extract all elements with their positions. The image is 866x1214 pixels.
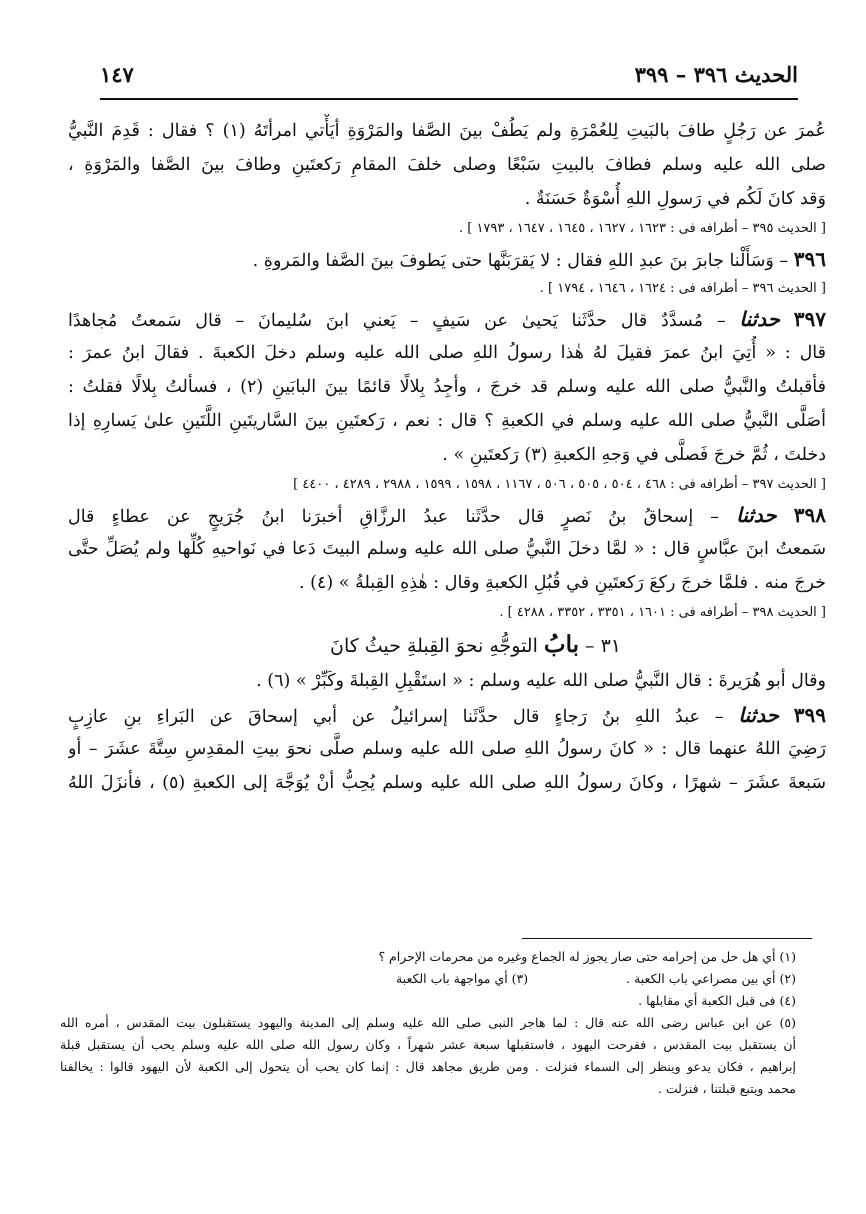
- hadith-397-line-4: أصَلَّى النَّبيُّ صلى الله عليه وسلم في الكعبةِ ؟ قال : نعم ، رَكعتَينِ بينَ السَّاريتَينِ اللَّتَينِ علىٰ يَسارِهِ إذا: [68, 411, 826, 431]
- hadith-397-line-2: قال : « أُتِيَ ابنُ عمرَ فقيلَ لهُ هٰذا رسولُ اللهِ صلى الله عليه وسلم دخلَ الكعبةَ . فقالَ ابنُ عمرَ :: [68, 343, 826, 363]
- chapter-heading: [68, 626, 826, 664]
- page-header: [100, 58, 798, 100]
- hadith-number: ٣٩٩: [793, 703, 826, 727]
- narrator-marker: حدثنا: [736, 503, 777, 527]
- hadith-397-isnad: – مُسدَّدٌ قال حدَّثَنا يَحيىٰ عن سَيفٍ – يَعني ابنَ سُليمانَ – قال سَمعتُ مُجاهدًا: [68, 311, 726, 331]
- hadith-number: ٣٩٨: [793, 503, 826, 527]
- footnote-3: (٣) أي مواجهة باب الكعبة: [395, 971, 529, 986]
- hadith-399-line-1: [68, 698, 826, 732]
- footnote-divider: [522, 938, 812, 939]
- abu-hurayra-report: وقال أبو هُرَيرةَ : قال النَّبيُّ صلى الله عليه وسلم : « استَقْبِلِ القِبلةَ وكَبِّرْ » (٦) .: [256, 671, 826, 691]
- running-title: الحديث ٣٩٦ – ٣٩٩: [634, 62, 798, 87]
- hadith-397-reference: [ الحديث ٣٩٧ – أطرافه فى : ٤٦٨ ، ٥٠٤ ، ٥٠٥ ، ٥٠٦ ، ١١٦٧ ، ١٥٩٨ ، ١٥٩٩ ، ٢٩٨٨ ، ٤٢٨٩ ، ٤٤٠٠ ]: [293, 477, 826, 492]
- chapter-number: ٣١ –: [585, 635, 621, 657]
- hadith-399-isnad: – عبدُ اللهِ بنُ رَجاءٍ قال حدَّثَنا إسرائيلُ عن أبي إسحاقَ عن البَراءِ بنِ عازِبٍ: [68, 707, 724, 727]
- footnote-row-2-3: [60, 968, 796, 990]
- hadith-395-line-3: وَقد كانَ لَكُم في رَسولِ اللهِ أُسْوَةٌ حَسَنَةٌ .: [524, 189, 826, 209]
- footnote-1: (١) أي هل حل من إحرامه حتى صار يجوز له الجماع وغيره من محرمات الإحرام ؟: [378, 949, 796, 964]
- hadith-number: ٣٩٦: [793, 247, 826, 271]
- hadith-398-line-3: خرجَ منه . فلمَّا خرجَ ركعَ رَكعتَينِ في قُبُلِ الكعبةِ وقال : هٰذِهِ القِبلةُ » (٤) .: [299, 573, 826, 593]
- chapter-title: التوجُّهِ نحوَ القِبلةِ حيثُ كانَ: [329, 635, 538, 657]
- hadith-396: [68, 242, 826, 276]
- hadith-398-line-2: سَمعتُ ابنَ عبَّاسٍ قال : « لمَّا دخلَ النَّبيُّ صلى الله عليه وسلم البيتَ دَعا في نَواحيهِ كُلِّها ولم يُصَلِّ حتَّى: [68, 539, 826, 559]
- hadith-399-line-2: رَضِيَ اللهُ عنهما قال : « كانَ رسولُ اللهِ صلى الله عليه وسلم صلَّى نحوَ بيتِ المقدِسِ سِتَّةَ عشَرَ – أو: [68, 739, 826, 759]
- footnotes: [60, 946, 796, 1100]
- footnote-5-line-1: (٥) عن ابن عباس رضى الله عنه قال : لما هاجر النبى صلى الله عليه وسلم إلى المدينة واليهود يستقبلون بيت المقدس ، أمره الله: [60, 1015, 796, 1030]
- page-number: ١٤٧: [100, 62, 134, 87]
- footnote-5-line-3: إبراهيم ، فكان يدعو وينظر إلى السماء فنزلت . ومن طريق مجاهد قال : إنما كان يحب أن يتحول إلى الكعبة لأن اليهود قالوا : يخالفنا: [60, 1059, 796, 1074]
- hadith-397-line-1: [68, 302, 826, 336]
- hadith-398-line-1: [68, 498, 826, 532]
- hadith-397-line-3: فأقبلتُ والنَّبيُّ صلى الله عليه وسلم قد خرجَ ، وأجِدُ بِلالًا قائمًا بينَ البابَينِ (٢) ، فسألتُ بِلالًا فقلتُ :: [68, 377, 826, 397]
- footnote-5-line-4: محمد ويتبع قبلتنا ، فنزلت .: [657, 1081, 796, 1096]
- hadith-398-reference: [ الحديث ٣٩٨ – أطرافه فى : ١٦٠١ ، ٣٣٥١ ، ٣٣٥٢ ، ٤٢٨٨ ] .: [499, 605, 826, 620]
- hadith-397-line-5: دخلتَ ، ثُمَّ خرجَ فَصلَّى في وَجهِ الكعبةِ (٣) رَكعتَينِ » .: [442, 445, 826, 465]
- chapter-bab: بابُ: [543, 631, 579, 658]
- hadith-398-isnad: – إسحاقُ بنُ نَصرٍ قال حدَّثَنا عبدُ الرزَّاقِ أخبرَنا ابنُ جُرَيجٍ عن عطاءٍ قال: [68, 507, 720, 527]
- hadith-395-line-1: عُمرَ عن رَجُلٍ طافَ بالبَيتِ لِلعُمْرَةِ ولم يَطُفْ بينَ الصَّفا والمَرْوَةِ أيَأْتي امرأتَهُ (١) ؟ فقال : قَدِمَ النَّبيُّ: [68, 121, 826, 141]
- main-text: [68, 114, 826, 800]
- hadith-number: ٣٩٧: [793, 307, 826, 331]
- hadith-399-line-3: سَبعةَ عشَرَ – شهرًا ، وكانَ رسولُ اللهِ صلى الله عليه وسلم يُحِبُّ أنْ يُوَجَّهَ إلى الكعبةِ (٥) ، فأنزَلَ اللهُ: [68, 773, 826, 793]
- hadith-396-reference: [ الحديث ٣٩٦ – أطرافه فى : ١٦٢٤ ، ١٦٤٦ ، ١٧٩٤ ] .: [539, 281, 826, 296]
- footnote-2: (٢) أي بين مصراعي باب الكعبة .: [626, 971, 796, 986]
- hadith-395-reference: [ الحديث ٣٩٥ – أطرافه فى : ١٦٢٣ ، ١٦٢٧ ، ١٦٤٥ ، ١٦٤٧ ، ١٧٩٣ ] .: [458, 221, 826, 236]
- narrator-marker: حدثنا: [738, 703, 779, 727]
- footnote-5-line-2: أن يستقبل بيت المقدس ، ففرحت اليهود ، فاستقبلها سبعة عشر شهراً ، وكان رسول الله صلى الله عليه وسلم يحب أن يستقبل قبلة: [60, 1037, 796, 1052]
- hadith-395-line-2: صلى الله عليه وسلم فطافَ بالبيتِ سَبْعًا وصلى خلفَ المقامِ رَكعتَينِ وطافَ بينَ الصَّفا والمَرْوَةِ ،: [68, 155, 826, 175]
- narrator-marker: حدثنا: [739, 307, 780, 331]
- hadith-396-text: – وَسَأَلْنا جابرَ بنَ عبدِ اللهِ فقال : لا يَقرَبَنَّها حتى يَطوفَ بينَ الصَّفا والمَروةِ .: [252, 251, 789, 271]
- footnote-4: (٤) فى قبل الكعبة أي مقابلها .: [638, 993, 796, 1008]
